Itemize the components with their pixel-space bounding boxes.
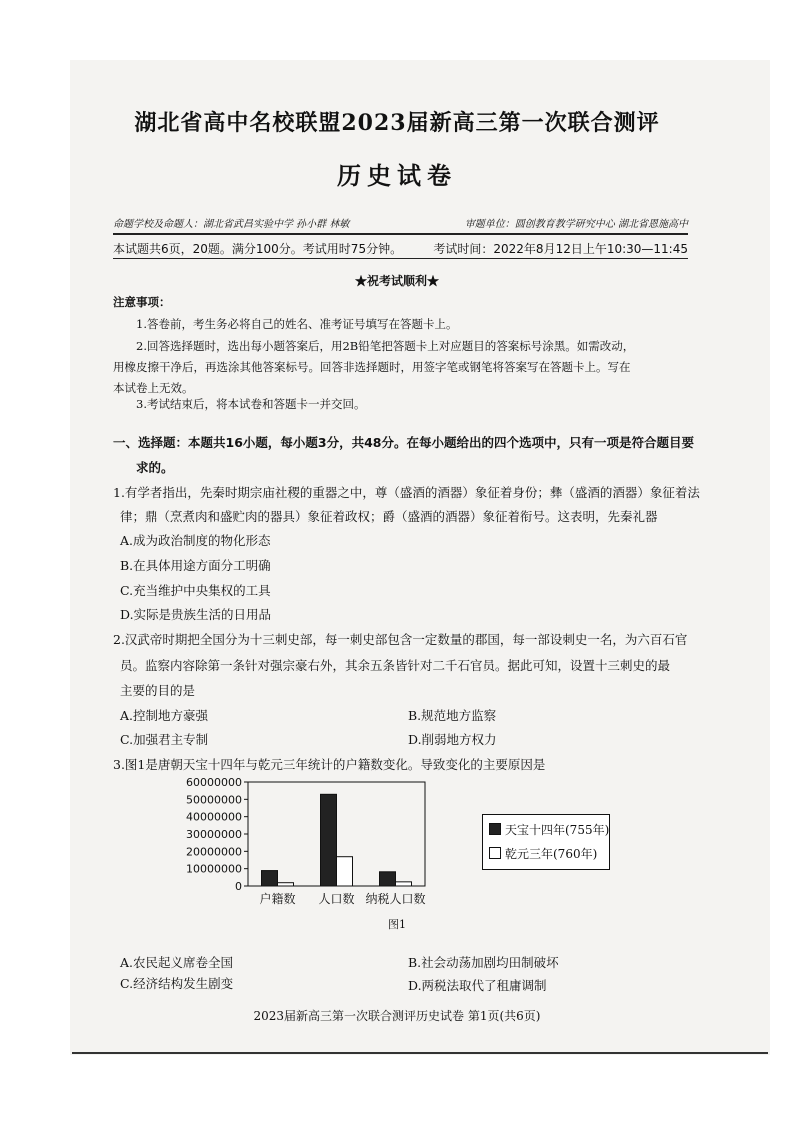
y-tick-label: 20000000 bbox=[186, 845, 242, 859]
q2-option-b: B.规范地方监察 bbox=[408, 708, 497, 723]
y-tick-label: 60000000 bbox=[186, 776, 242, 789]
legend-item-760 bbox=[489, 845, 597, 862]
bar-760 bbox=[337, 857, 353, 886]
q2-option-d: D.削弱地方权力 bbox=[408, 732, 497, 747]
question-2-stem: 2.汉武帝时期把全国分为十三刺史部，每一刺史部包含一定数量的郡国，每一部设刺史一名，为六百石官 bbox=[113, 632, 688, 647]
figure-caption: 图1 bbox=[388, 918, 406, 931]
meta-row bbox=[113, 215, 688, 230]
notice-heading: 注意事项： bbox=[113, 295, 171, 309]
legend-swatch-dark bbox=[489, 823, 501, 835]
notice-line: 本试卷上无效。 bbox=[113, 381, 194, 395]
bar-755 bbox=[380, 872, 396, 886]
page-footer: 2023届新高三第一次联合测评历史试卷 第1页(共6页) bbox=[253, 1009, 541, 1023]
bar-760 bbox=[278, 883, 294, 886]
author-line: 命题学校及命题人：湖北省武昌实验中学 孙小群 林敏 bbox=[113, 219, 350, 230]
legend-swatch-light bbox=[489, 847, 501, 859]
q3-option-a: A.农民起义席卷全国 bbox=[120, 955, 234, 970]
q1-option-a: A.成为政治制度的物化形态 bbox=[120, 533, 271, 548]
bar-760 bbox=[396, 882, 412, 886]
notice-line: 2.回答选择题时，选出每小题答案后，用2B铅笔把答题卡上对应题目的答案标号涂黑。如需改动， bbox=[136, 339, 635, 353]
notice-line: 用橡皮擦干净后，再选涂其他答案标号。回答非选择题时，用签字笔或钢笔将答案写在答题卡上。写在 bbox=[113, 360, 631, 374]
chart-legend bbox=[482, 814, 610, 870]
legend-label: 天宝十四年(755年) bbox=[505, 823, 610, 837]
question-1-stem: 1.有学者指出，先秦时期宗庙社稷的重器之中，尊（盛酒的酒器）象征着身份；彝（盛酒的酒器）象征着法 bbox=[113, 485, 700, 500]
notice-line: 1.答卷前，考生务必将自己的姓名、准考证号填写在答题卡上。 bbox=[136, 317, 458, 331]
q3-option-c: C.经济结构发生剧变 bbox=[120, 976, 234, 991]
x-tick-label: 人口数 bbox=[318, 892, 355, 906]
q1-option-c: C.充当维护中央集权的工具 bbox=[120, 583, 271, 598]
x-tick-label: 户籍数 bbox=[259, 892, 296, 906]
y-tick-label: 0 bbox=[235, 880, 242, 893]
bar-755 bbox=[262, 871, 278, 886]
exam-time: 考试时间：2022年8月12日上午10:30—11:45 bbox=[433, 242, 688, 256]
bar-755 bbox=[321, 794, 337, 886]
page-bottom-edge bbox=[72, 1052, 768, 1054]
exam-subtitle: 历史试卷 bbox=[337, 161, 457, 190]
section-heading: 一、选择题：本题共16小题，每小题3分，共48分。在每小题给出的四个选项中，只有一项是符合题目要 bbox=[113, 435, 694, 450]
x-tick-label: 纳税人口数 bbox=[365, 892, 426, 906]
notice-line: 3.考试结束后，将本试卷和答题卡一并交回。 bbox=[136, 397, 366, 411]
question-2-stem: 主要的目的是 bbox=[120, 683, 196, 698]
q1-option-b: B.在具体用途方面分工明确 bbox=[120, 558, 271, 573]
legend-label: 乾元三年(760年) bbox=[505, 847, 598, 861]
section-heading-cont: 求的。 bbox=[136, 460, 174, 475]
question-3-stem: 3.图1是唐朝天宝十四年与乾元三年统计的户籍数变化。导致变化的主要原因是 bbox=[113, 757, 546, 772]
y-tick-label: 40000000 bbox=[186, 810, 242, 824]
q2-option-a: A.控制地方豪强 bbox=[120, 708, 209, 723]
figure-1-chart bbox=[170, 772, 640, 932]
info-rule bbox=[113, 258, 688, 259]
exam-info: 本试题共6页，20题。满分100分。考试用时75分钟。 bbox=[113, 242, 403, 256]
y-tick-label: 30000000 bbox=[186, 828, 242, 841]
legend-item-755 bbox=[489, 821, 609, 838]
q1-option-d: D.实际是贵族生活的日用品 bbox=[120, 607, 272, 622]
question-1-stem: 律；鼎（烹煮肉和盛贮肉的器具）象征着政权；爵（盛酒的酒器）象征着衔号。这表明，先秦礼器 bbox=[120, 509, 658, 524]
info-row bbox=[113, 240, 688, 257]
header-rule bbox=[113, 233, 688, 235]
q3-option-b: B.社会动荡加剧均田制破坏 bbox=[408, 955, 559, 970]
review-line: 审题单位：圆创教育教学研究中心 湖北省恩施高中 bbox=[464, 219, 688, 230]
y-tick-label: 10000000 bbox=[186, 862, 242, 876]
exam-title: 湖北省高中名校联盟2023届新高三第一次联合测评 bbox=[134, 110, 660, 136]
y-tick-label: 50000000 bbox=[186, 793, 242, 807]
question-2-stem: 员。监察内容除第一条针对强宗豪右外，其余五条皆针对二千石官员。据此可知，设置十三刺史的最 bbox=[120, 658, 671, 673]
wish-line: ★祝考试顺利★ bbox=[354, 274, 439, 288]
q3-option-d: D.两税法取代了租庸调制 bbox=[408, 978, 547, 993]
q2-option-c: C.加强君主专制 bbox=[120, 732, 209, 747]
